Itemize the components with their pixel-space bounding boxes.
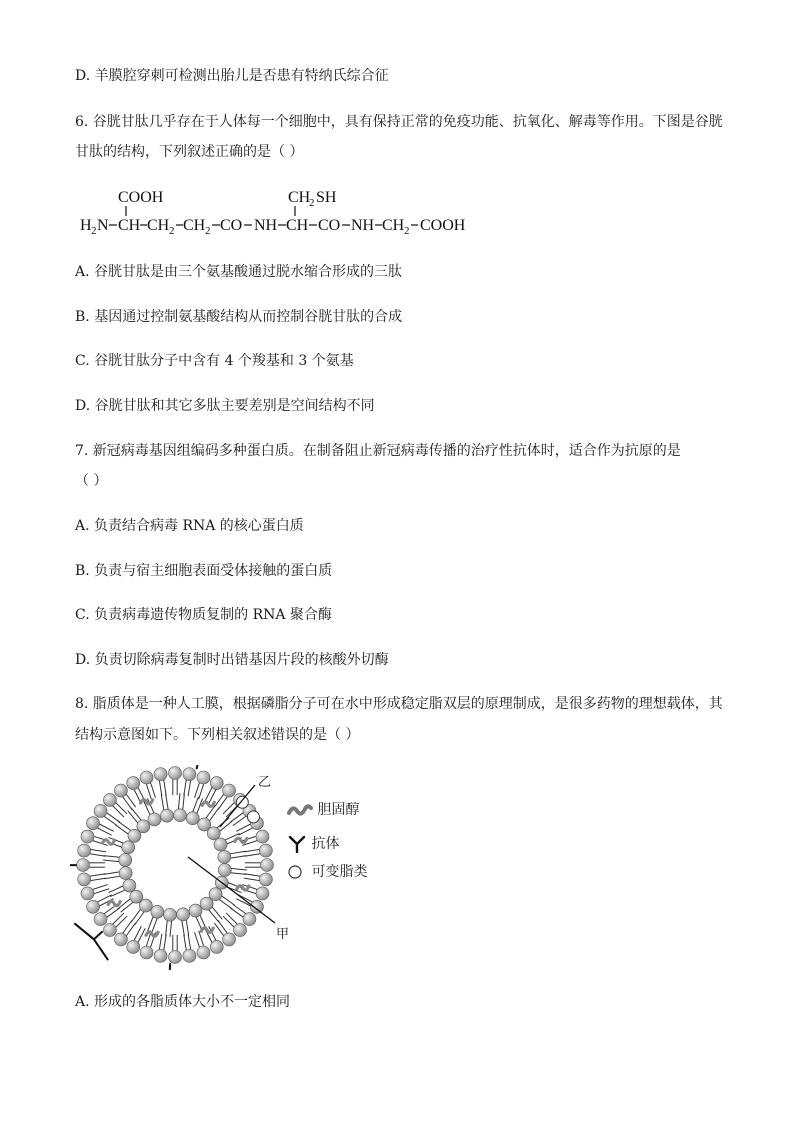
lipid-head: [169, 951, 182, 964]
lipid-head: [81, 887, 94, 900]
lipid-tail: [230, 851, 246, 854]
lipid-head: [197, 946, 210, 959]
lipid-tail: [170, 921, 172, 937]
lipid-head: [210, 940, 223, 953]
lipid-head: [214, 838, 227, 851]
cholesterol-molecule: [201, 928, 213, 932]
lipid-tail: [188, 780, 191, 796]
lipid-head: [140, 771, 153, 784]
lipid-tail: [230, 813, 243, 822]
lipid-head: [137, 820, 150, 833]
lipid-tail: [159, 934, 162, 950]
lipid-tail: [199, 784, 204, 799]
lipid-head: [210, 777, 223, 790]
label-jia: 甲: [276, 927, 290, 942]
lipid-tail: [244, 849, 260, 852]
q8-stem-line1: 8. 脂质体是一种人工膜，根据磷脂分子可在水中形成稳定脂双层的原理制成，是很多药物的理想载体，其: [75, 696, 723, 712]
lipid-head: [183, 768, 196, 781]
lipid-head: [127, 940, 140, 953]
lipid-head: [169, 767, 182, 780]
lipid-tail: [184, 780, 187, 796]
q7-stem-line2: （ ）: [75, 473, 108, 489]
lipid-tail: [209, 910, 219, 922]
lipid-tail: [212, 907, 222, 919]
lipid-tail: [226, 913, 237, 924]
q6-stem-line1: 6. 谷胱甘肽几乎存在于人体每一个细胞中，具有保持正常的免疫功能、抗氧化、解毒等作用。下图是谷胱: [75, 114, 723, 130]
legend-antibody: [287, 833, 339, 853]
lipid-tail: [146, 784, 151, 799]
lipid-head: [78, 844, 91, 857]
formula-cooh-top: COOH: [118, 189, 164, 206]
lipid-tail: [218, 920, 227, 933]
formula-nh-2: NH: [351, 217, 375, 234]
cholesterol-icon: [287, 803, 313, 817]
lipid-head: [164, 908, 177, 921]
lipid-head: [223, 933, 236, 946]
lipid-tail: [182, 921, 185, 937]
lipid-head: [78, 873, 91, 886]
lipid-tail: [233, 816, 246, 825]
lipid-tail: [90, 854, 106, 857]
lipid-tail: [209, 808, 218, 821]
formula-sh: SH: [316, 189, 337, 206]
lipid-head: [259, 873, 272, 886]
lipid-tail: [223, 916, 234, 927]
lipid-head: [261, 859, 274, 872]
lipid-head: [256, 887, 269, 900]
lipid-tail: [222, 896, 235, 905]
lipid-tail: [123, 920, 132, 933]
lipid-tail: [147, 917, 153, 932]
lipid-tail: [90, 849, 106, 852]
lipid-tail: [195, 783, 200, 798]
lipid-tail: [135, 912, 144, 925]
q7-option-d: D. 负责切除病毒复制时出错基因片段的核酸外切酶: [75, 652, 389, 668]
lipid-head: [94, 913, 107, 926]
formula-ch2-c-sub: 2: [404, 225, 410, 237]
formula-ch2-a: CH: [147, 217, 170, 234]
lipid-tail: [104, 876, 120, 879]
formula-co-1: CO: [220, 217, 243, 234]
lipid-tail: [159, 780, 162, 796]
q8-option-a: A. 形成的各脂质体大小不一定相同: [75, 994, 291, 1010]
q6-option-b: B. 基因通过控制氨基酸结构从而控制谷胱甘肽的合成: [75, 309, 403, 325]
lipid-tail: [166, 794, 169, 810]
lipid-tail: [193, 797, 199, 812]
cholesterol-molecule: [237, 886, 249, 890]
lipid-tail: [231, 868, 247, 870]
lipid-head: [223, 784, 236, 797]
lipid-tail: [126, 794, 135, 807]
formula-ch2-c: CH: [382, 217, 405, 234]
lipid-head: [154, 949, 167, 962]
lipid-tail: [126, 923, 135, 936]
lipid-tail: [115, 825, 128, 834]
lipid-head: [218, 863, 231, 876]
lipid-head: [177, 908, 190, 921]
cholesterol-molecule: [146, 932, 158, 936]
lipid-tail: [244, 874, 260, 877]
formula-cooh-end: COOH: [420, 217, 466, 234]
lipid-head: [103, 793, 116, 806]
formula-co-2: CO: [318, 217, 341, 234]
lipid-head: [114, 784, 127, 797]
lipid-head: [259, 844, 272, 857]
lipid-head: [207, 827, 220, 840]
formula-h: H: [80, 217, 92, 234]
lipid-tail: [233, 904, 246, 913]
lipid-head: [256, 830, 269, 843]
lipid-head: [148, 813, 161, 826]
lipid-head: [103, 924, 116, 937]
lipid-tail: [183, 794, 185, 810]
legend-cholesterol-label: 胆固醇: [317, 802, 360, 818]
cholesterol-molecule: [108, 901, 120, 905]
lipid-tail: [178, 793, 180, 809]
lipid-head: [119, 867, 132, 880]
lipid-tail: [118, 821, 131, 830]
lipid-head: [94, 804, 107, 817]
lipid-tail: [128, 811, 138, 823]
lipid-head: [173, 809, 186, 822]
lipid-tail: [151, 783, 156, 798]
lipid-head: [197, 771, 210, 784]
lipid-head: [87, 900, 100, 913]
lipid-tail: [152, 918, 158, 933]
lipid-tail: [214, 794, 223, 807]
lipid-tail: [231, 873, 247, 875]
lipid-tail: [104, 856, 120, 858]
antibody-marker: [145, 964, 193, 970]
antibody-marker: [70, 841, 76, 889]
lipid-head: [160, 809, 173, 822]
lipid-head: [218, 850, 231, 863]
lipid-tail: [164, 934, 167, 950]
variable-lipid-icon: [287, 864, 307, 880]
lipid-head: [122, 841, 135, 854]
formula-ch2-a-sub: 2: [169, 225, 175, 237]
q6-option-d: D. 谷胱甘肽和其它多肽主要差别是空间结构不同: [75, 398, 375, 414]
legend-cholesterol: [287, 799, 359, 819]
lipid-tail: [93, 885, 108, 890]
lipid-head: [119, 854, 132, 867]
lipid-tail: [231, 856, 247, 859]
lipid-head: [154, 768, 167, 781]
q6-stem-line2: 甘肽的结构，下列叙述正确的是（ ）: [75, 144, 304, 160]
q7-option-b: B. 负责与宿主细胞表面受体接触的蛋白质: [75, 563, 333, 579]
lipid-head: [183, 949, 196, 962]
lipid-tail: [214, 923, 223, 936]
lipid-tail: [116, 803, 127, 814]
lipid-head: [81, 830, 94, 843]
variable-lipid: [247, 811, 259, 823]
label-yi: 乙: [258, 775, 272, 790]
formula-ch2-b: CH: [183, 217, 206, 234]
legend-variable-lipid: [287, 861, 367, 881]
cholesterol-molecule: [235, 838, 247, 842]
lipid-tail: [161, 794, 164, 810]
lipid-head: [186, 812, 199, 825]
lipid-head: [123, 879, 136, 892]
q7-stem-line1: 7. 新冠病毒基因组编码多种蛋白质。在制备阻止新冠病毒传播的治疗性抗体时，适合作为抗原的是: [75, 443, 681, 459]
lipid-tail: [116, 916, 127, 927]
antibody-marker: [176, 765, 223, 768]
lipid-tail: [113, 913, 124, 924]
lipid-head: [130, 890, 143, 903]
lipid-tail: [218, 797, 227, 810]
lipid-tail: [113, 806, 124, 817]
lipid-tail: [184, 934, 187, 950]
lipid-tail: [199, 931, 204, 946]
lipid-tail: [241, 836, 256, 841]
lipid-head: [77, 859, 90, 872]
lipid-head: [140, 946, 153, 959]
lipid-head: [127, 777, 140, 790]
lipid-tail: [107, 813, 120, 822]
q8-stem-line2: 结构示意图如下。下列相关叙述错误的是（ ）: [75, 727, 360, 743]
legend-variable-lipid-label: 可变脂类: [311, 864, 368, 880]
lipid-head: [151, 905, 164, 918]
lipid-head: [189, 904, 202, 917]
lipid-head: [87, 817, 100, 830]
cholesterol-molecule: [202, 802, 214, 806]
lipid-tail: [166, 921, 168, 937]
antibody-marker: [75, 924, 108, 960]
formula-n: N: [97, 217, 109, 234]
lipid-tail: [244, 854, 260, 857]
legend-antibody-label: 抗体: [311, 836, 340, 852]
variable-lipid: [236, 796, 248, 808]
lipid-tail: [103, 860, 119, 862]
q6-option-a: A. 谷胱甘肽是由三个氨基酸通过脱水缩合形成的三肽: [75, 264, 403, 280]
lipid-tail: [90, 874, 106, 877]
antibody-icon: [287, 835, 307, 853]
formula-ch2-sub: 2: [309, 197, 315, 209]
lipid-tail: [94, 889, 109, 894]
lipid-tail: [186, 920, 189, 936]
lipid-tail: [123, 797, 132, 810]
cholesterol-molecule: [141, 800, 153, 804]
lipid-head: [243, 913, 256, 926]
lipid-tail: [164, 780, 167, 796]
lipid-tail: [104, 816, 117, 825]
formula-h2-sub: 2: [91, 225, 97, 237]
q7-option-c: C. 负责病毒遗传物质复制的 RNA 聚合酶: [75, 607, 332, 623]
formula-ch2-b-sub: 2: [205, 225, 211, 237]
lipid-tail: [121, 902, 133, 912]
lipid-tail: [244, 878, 260, 881]
lipid-tail: [230, 908, 243, 917]
formula-ch2-main: CH: [288, 189, 311, 206]
lipid-head: [200, 897, 213, 910]
q7-option-a: A. 负责结合病毒 RNA 的核心蛋白质: [75, 518, 304, 534]
lipid-tail: [90, 878, 106, 881]
cholesterol-molecule: [103, 840, 115, 844]
lipid-tail: [131, 808, 141, 820]
lipid-tail: [220, 821, 232, 831]
lipid-tail: [188, 934, 191, 950]
liposome-diagram: [70, 765, 400, 970]
lipid-tail: [195, 932, 200, 947]
glutathione-structure: [80, 185, 480, 240]
lipid-tail: [104, 872, 120, 875]
formula-nh-1: NH: [254, 217, 278, 234]
formula-ch-1: CH: [118, 217, 141, 234]
lipid-head: [234, 924, 247, 937]
lipid-tail: [131, 909, 140, 922]
q6-option-c: C. 谷胱甘肽分子中含有 4 个羧基和 3 个氨基: [75, 353, 354, 369]
lipid-head: [114, 933, 127, 946]
lipid-tail: [219, 899, 232, 908]
formula-ch-2: CH: [286, 217, 309, 234]
q5-option-d: D. 羊膜腔穿刺可检测出胎儿是否患有特纳氏综合征: [75, 68, 389, 84]
lipid-tail: [107, 908, 120, 917]
lipid-head: [250, 900, 263, 913]
